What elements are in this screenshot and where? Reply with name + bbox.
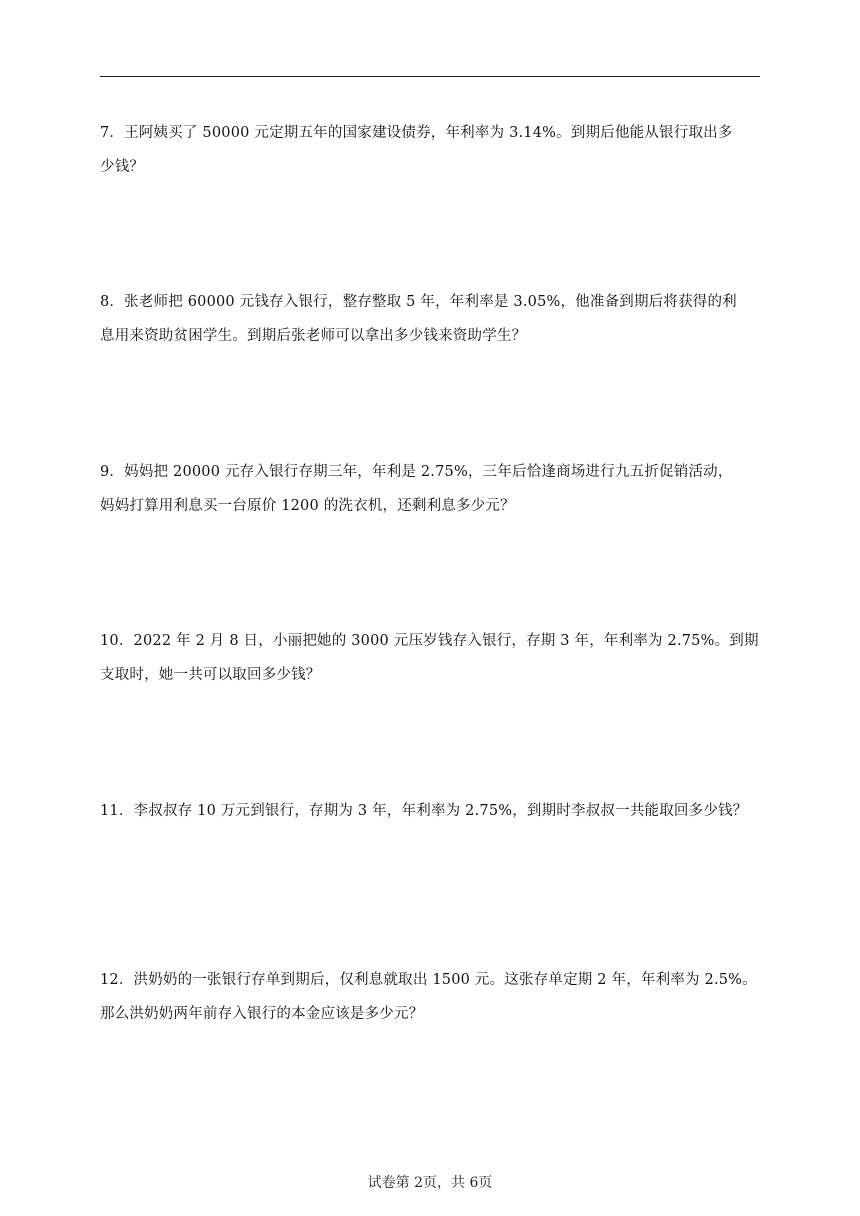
header-rule [100,76,760,77]
question-12-line-1: 12．洪奶奶的一张银行存单到期后，仅利息就取出 1500 元。这张存单定期 2 年，年利率为 2.5%。 [100,972,757,988]
question-7-line-2: 少钱？ [100,159,145,175]
question-9-line-2: 妈妈打算用利息买一台原价 1200 的洗衣机，还剩利息多少元？ [100,498,515,514]
page-footer: 试卷第 2页，共 6页 [367,1175,493,1191]
question-7 [100,116,765,184]
question-12 [100,963,765,1031]
question-10-line-1: 10．2022 年 2 月 8 日，小丽把她的 3000 元压岁钱存入银行，存期 3 年，年利率为 2.75%。到期 [100,633,759,649]
question-10-line-2: 支取时，她一共可以取回多少钱？ [100,667,321,683]
question-8 [100,285,765,353]
question-10 [100,624,765,692]
question-8-line-2: 息用来资助贫困学生。到期后张老师可以拿出多少钱来资助学生？ [100,328,527,344]
question-11 [100,794,765,828]
question-11-line-1: 11．李叔叔存 10 万元到银行，存期为 3 年，年利率为 2.75%，到期时李叔叔一共能取回多少钱？ [100,803,748,819]
question-7-line-1: 7．王阿姨买了 50000 元定期五年的国家建设债券，年利率为 3.14%。到期后他能从银行取出多 [100,125,733,141]
question-12-line-2: 那么洪奶奶两年前存入银行的本金应该是多少元？ [100,1006,424,1022]
question-9 [100,455,765,523]
question-9-line-1: 9．妈妈把 20000 元存入银行存期三年，年利是 2.75%，三年后恰逢商场进行九五折促销活动， [100,464,733,480]
question-8-line-1: 8．张老师把 60000 元钱存入银行，整存整取 5 年，年利率是 3.05%，他准备到期后将获得的利 [100,294,737,310]
